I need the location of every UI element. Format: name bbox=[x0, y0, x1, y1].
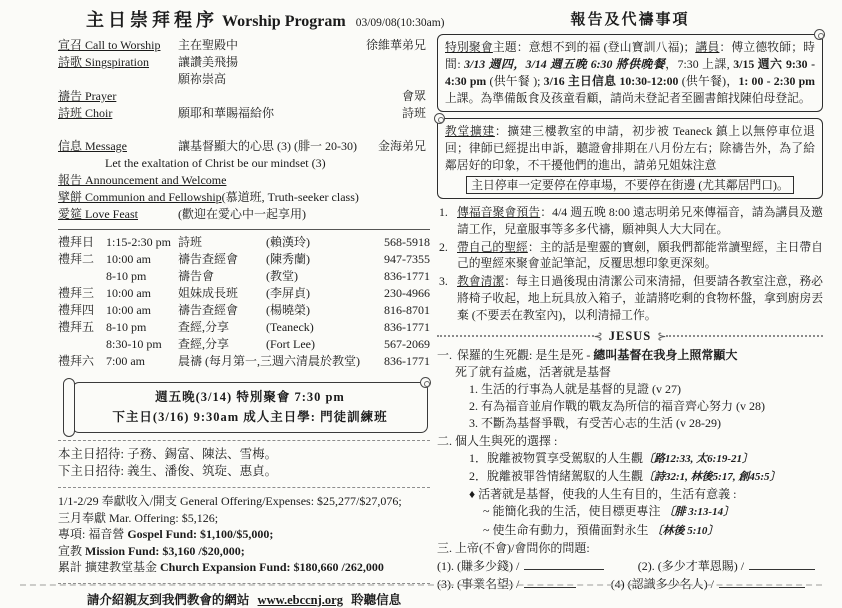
banner-line-1: 週五晚(3/14) 特別聚會 7:30 pm bbox=[155, 390, 345, 404]
schedule-row bbox=[58, 319, 430, 336]
schedule-day: 禮拜三 bbox=[58, 286, 95, 300]
title-chinese: 主日崇拜程序 bbox=[86, 10, 218, 30]
schedule-time: 1:15-2:30 pm bbox=[106, 235, 171, 249]
ushers-this-week: 本主日招待: 子務、錫富、陳法、雪梅。 bbox=[58, 447, 278, 461]
schedule-phone: 230-4966 bbox=[384, 286, 430, 300]
schedule-activity: 姐妹成長班 bbox=[178, 286, 239, 300]
schedule-activity: 查經,分享 bbox=[178, 337, 230, 351]
scroll-curl-icon bbox=[420, 377, 431, 388]
expansion-notice-text: 教堂擴建：擴建三樓教室的申請，初步被 Teaneck 鎮上以無停車位退回；律師已經提出申訴，聽證會排期在八月份左右；除禱告外，為了給鄰居好的印象，不干擾他們的進出，請弟兄姐妹注意 bbox=[445, 124, 815, 172]
schedule-day: 禮拜日 bbox=[58, 235, 95, 249]
scripture-reference: 〔路12:33, 太6:19-21〕 bbox=[643, 452, 754, 465]
website-suffix: 聆聽信息 bbox=[351, 592, 402, 607]
program-row bbox=[58, 88, 430, 105]
program-content: (慕道班, Truth-seeker class) bbox=[221, 190, 359, 204]
finance-line: 專項: 福音營 Gospel Fund: $1,100/$5,000; bbox=[58, 527, 274, 541]
scripture-reference: 〔林後 5:10〕 bbox=[651, 524, 719, 537]
program-row bbox=[58, 105, 430, 122]
announcements-column bbox=[437, 0, 823, 593]
schedule-activity: 禱告查經會 bbox=[178, 252, 239, 266]
schedule-day: 禮拜四 bbox=[58, 303, 95, 317]
schedule-time: 10:00 am bbox=[106, 303, 151, 317]
schedule-activity: 禱告查經會 bbox=[178, 303, 239, 317]
schedule-day: 禮拜六 bbox=[58, 354, 95, 368]
scripture-reference: 〔詩32:1, 林後5:17, 創45:5〕 bbox=[643, 471, 781, 483]
sermon-title-english: Let the exaltation of Christ be our mindset (3) bbox=[105, 156, 326, 170]
schedule-time: 8:30-10 pm bbox=[106, 337, 162, 351]
schedule-phone: 836-1771 bbox=[384, 320, 430, 334]
schedule-day bbox=[58, 268, 106, 285]
finance-section bbox=[58, 493, 430, 576]
website-prefix: 請介紹親友到我們教會的網站 bbox=[86, 592, 250, 607]
parking-highlight-box: 主日停車一定要停在停車場，不要停在街邊 (尤其鄰居門口)。 bbox=[466, 176, 794, 194]
finance-line: 累計 擴建教堂基金 Church Expansion Fund: $180,660 /262,000 bbox=[58, 560, 384, 574]
outline-heading-1 bbox=[437, 347, 823, 364]
schedule-time: 10:00 am bbox=[106, 286, 151, 300]
schedule-contact: (李屏貞) bbox=[266, 286, 310, 300]
program-label: 詩班 Choir bbox=[58, 106, 113, 120]
outline-tilde-point: ~ 能簡化我的生活，使目標更專注 〔腓 3:13-14〕 bbox=[483, 504, 735, 519]
list-item bbox=[437, 273, 823, 323]
program-content: (歡迎在愛心中一起享用) bbox=[178, 207, 306, 221]
outline-tilde-point: ~ 使生命有動力，預備面對永生 〔林後 5:10〕 bbox=[483, 522, 719, 537]
program-label: 宣召 Call to Worship bbox=[58, 38, 161, 52]
item-text: 傳福音聚會預告：4/4 週五晚 8:00 遠志明弟兄來傳福音，請為講員及邀請工作，兒童服事等多多代禱，願神與人大大同在。 bbox=[457, 205, 823, 236]
program-content: 願祢崇高 bbox=[178, 72, 227, 86]
program-row bbox=[58, 37, 430, 54]
program-label: 擘餅 Communion and Fellowship bbox=[58, 190, 222, 204]
program-content: 讓讚美飛揚 bbox=[178, 55, 239, 69]
list-item bbox=[437, 239, 823, 273]
questions-grid bbox=[437, 557, 823, 593]
schedule-day: 禮拜五 bbox=[58, 320, 95, 334]
program-row bbox=[58, 138, 430, 155]
outline-subpoint: 1．脫離被物質享受駕馭的人生觀〔路12:33, 太6:19-21〕 bbox=[469, 450, 754, 465]
program-row bbox=[58, 54, 430, 71]
banner-line-2: 下主日(3/16) 9:30am 成人主日學: 門徒訓練班 bbox=[112, 410, 388, 424]
fill-in-blank bbox=[524, 577, 576, 588]
fill-in-blank bbox=[524, 559, 604, 570]
banner-text bbox=[72, 382, 428, 433]
program-label: 報告 Announcement and Welcome bbox=[58, 173, 227, 187]
program-label: 愛筵 Love Feast bbox=[58, 207, 138, 221]
service-date: 03/09/08(10:30am) bbox=[355, 17, 445, 29]
question-item: (3). (事業名望) / bbox=[437, 575, 611, 593]
schedule-phone: 567-2069 bbox=[384, 337, 430, 351]
program-person: 會眾 bbox=[401, 89, 426, 103]
list-item bbox=[437, 204, 823, 238]
program-person: 金海弟兄 bbox=[377, 139, 426, 153]
program-person: 徐維華弟兄 bbox=[365, 38, 426, 52]
finance-line: 宣教 Mission Fund: $3,160 /$20,000; bbox=[58, 543, 245, 558]
dashed-divider bbox=[58, 487, 430, 488]
website-url: www.ebccnj.org bbox=[257, 592, 343, 607]
program-label: 詩歌 Singspiration bbox=[58, 55, 150, 69]
item-number: 2. bbox=[439, 239, 448, 254]
program-person bbox=[426, 54, 430, 71]
outline-subpoint: 1. 生活的行事為人就是基督的見證 (v 27) bbox=[469, 381, 681, 396]
fill-in-blank bbox=[719, 577, 805, 588]
website-line bbox=[58, 590, 430, 608]
item-number: 3. bbox=[439, 274, 448, 289]
schedule-activity: 晨禱 (每月第一,三週六清晨於教堂) bbox=[178, 354, 360, 368]
schedule-row bbox=[58, 285, 430, 302]
schedule-phone: 836-1771 bbox=[384, 354, 430, 368]
outline-number: 一. bbox=[437, 347, 453, 362]
title-english: Worship Program bbox=[222, 13, 346, 30]
sermon-outline bbox=[437, 347, 823, 593]
program-content: 主在聖殿中 bbox=[178, 38, 239, 52]
jesus-label: JESUS bbox=[608, 328, 652, 343]
schedule-contact: (Fort Lee) bbox=[266, 337, 315, 351]
dashed-divider bbox=[58, 440, 430, 441]
outline-heading-2: 二. 個人生與死的選擇 : bbox=[437, 433, 558, 448]
schedule-time: 7:00 am bbox=[106, 354, 145, 368]
fill-in-blank bbox=[749, 559, 815, 570]
schedule-time: 8-10 pm bbox=[106, 320, 147, 334]
outline-line: 死了就有益處，活著就是基督 bbox=[455, 364, 612, 379]
schedule-contact bbox=[266, 353, 362, 370]
special-gathering-text: 特別聚會主題：意想不到的福 (登山寶訓八福)；講員：傅立德牧師；時間: 3/13 週四，3/14 週五晚 6:30 將供晚餐，7:30 上課, 3/15 週六 9:30 - 4:30 pm (供午餐 ); 3/16 主日信息 10:30-12:00 (供午餐)，1: 00 - 2:30 pm 上課。為準備飯食及孩童看顧，請尚未登記者至圖書館找陳伯母登記。 bbox=[445, 40, 816, 105]
schedule-phone: 816-8701 bbox=[384, 303, 430, 317]
program-label: 禱告 Prayer bbox=[58, 89, 117, 103]
outline-subpoint: 2. 有為福音並肩作戰的戰友為所信的福音齊心努力 (v 28) bbox=[469, 399, 765, 414]
schedule-contact: (教堂) bbox=[266, 269, 298, 283]
finance-line: 1/1-2/29 奉獻收入/開支 General Offering/Expenses: $25,277/$27,076; bbox=[58, 494, 402, 508]
scripture-reference: 〔腓 3:13-14〕 bbox=[663, 506, 735, 519]
schedule-contact: (陳秀蘭) bbox=[266, 252, 310, 266]
schedule-row bbox=[58, 234, 430, 251]
question-item: (4) (認識多少名人) / bbox=[611, 575, 823, 593]
outline-heading-3: 三. 上帝(不會)/會問你的問題: bbox=[437, 540, 590, 555]
program-person bbox=[426, 71, 430, 88]
schedule-activity: 詩班 bbox=[178, 235, 203, 249]
squiggle-ornament bbox=[437, 335, 594, 337]
schedule-time: 8-10 pm bbox=[106, 269, 147, 283]
schedule-day: 禮拜二 bbox=[58, 252, 95, 266]
schedule-contact: (Teaneck) bbox=[266, 320, 314, 334]
scroll-curl-icon bbox=[814, 29, 825, 40]
outline-subpoint: 3. 不斷為基督爭戰，有受苦心志的生活 (v 28-29) bbox=[469, 416, 721, 431]
schedule-phone: 947-7355 bbox=[384, 252, 430, 266]
item-number: 1. bbox=[439, 205, 448, 219]
special-gathering-box bbox=[437, 34, 823, 112]
program-label bbox=[58, 71, 178, 88]
item-text: 帶自己的聖經：主的話是聖靈的寶劍，願我們都能常讀聖經，主日帶自己的聖經來聚會並記筆記，反覆思想印象更深刻。 bbox=[457, 239, 823, 271]
program-label: 信息 Message bbox=[58, 139, 127, 153]
program-row bbox=[58, 189, 430, 206]
schedule-phone: 836-1771 bbox=[384, 269, 430, 283]
schedule-time: 10:00 am bbox=[106, 252, 151, 266]
outline-bullet: ♦ 活著就是基督，使我的人生有目的，生活有意義 : bbox=[469, 487, 737, 502]
schedule-row bbox=[58, 353, 430, 370]
scan-artifact-line bbox=[20, 584, 822, 586]
special-events-banner bbox=[72, 382, 428, 433]
schedule-phone: 568-5918 bbox=[384, 235, 430, 249]
squiggle-ornament bbox=[666, 335, 823, 337]
schedule-activity: 查經,分享 bbox=[178, 320, 230, 334]
schedule-row bbox=[58, 336, 430, 353]
scroll-roll-icon bbox=[63, 378, 75, 437]
outline-subpoint: 2．脫離被罪咎情緒駕馭的人生觀〔詩32:1, 林後5:17, 創45:5〕 bbox=[469, 469, 781, 483]
program-row bbox=[58, 155, 430, 172]
program-person: 詩班 bbox=[401, 106, 426, 120]
schedule-activity: 禱告會 bbox=[178, 269, 215, 283]
page-title bbox=[58, 6, 445, 32]
question-item: (2). (多少才華恩賜) / bbox=[638, 557, 823, 575]
program-content: 願耶和華賜福給你 bbox=[178, 106, 275, 120]
announcement-list bbox=[437, 204, 823, 324]
schedule-day bbox=[58, 336, 106, 353]
program-list bbox=[58, 37, 430, 223]
worship-program-column bbox=[58, 0, 445, 608]
outline-text: 保羅的生死觀: 是生是死 - 總叫基督在我身上照常顯大 bbox=[457, 347, 738, 362]
program-row bbox=[58, 206, 430, 223]
ushers-section bbox=[58, 446, 430, 480]
announcements-header: 報告及代禱事項 bbox=[570, 12, 690, 28]
jesus-divider bbox=[437, 329, 823, 344]
program-content: 讓基督顯大的心思 (3) (腓一 20-30) bbox=[178, 139, 357, 153]
ornament-left-icon: ⊰ bbox=[593, 330, 603, 343]
schedule-row bbox=[58, 268, 430, 285]
program-row bbox=[58, 71, 430, 88]
question-item: (1). (賺多少錢) / bbox=[437, 557, 638, 575]
ornament-right-icon: ⊱ bbox=[657, 330, 667, 343]
schedule-contact: (楊曉榮) bbox=[266, 303, 310, 317]
weekly-schedule-table bbox=[58, 229, 430, 370]
ushers-next-week: 下主日招待: 義生、潘俊、筑琁、惠貞。 bbox=[58, 464, 278, 478]
schedule-contact: (賴漢玲) bbox=[266, 235, 310, 249]
scroll-curl-icon bbox=[434, 113, 445, 124]
schedule-row bbox=[58, 251, 430, 268]
program-row bbox=[58, 172, 430, 189]
expansion-notice-box bbox=[437, 118, 823, 199]
item-text: 教會清潔：每主日過後現由清潔公司來清掃，但要請各教室注意，務必將椅子收起，地上玩具放入箱子，並請將吃剩的食物杯盤，拿到廚房丟棄 (不要丟在教室內)，以利清掃工作。 bbox=[457, 274, 823, 322]
schedule-row bbox=[58, 302, 430, 319]
finance-line: 三月奉獻 Mar. Offering: $5,126; bbox=[58, 510, 219, 525]
